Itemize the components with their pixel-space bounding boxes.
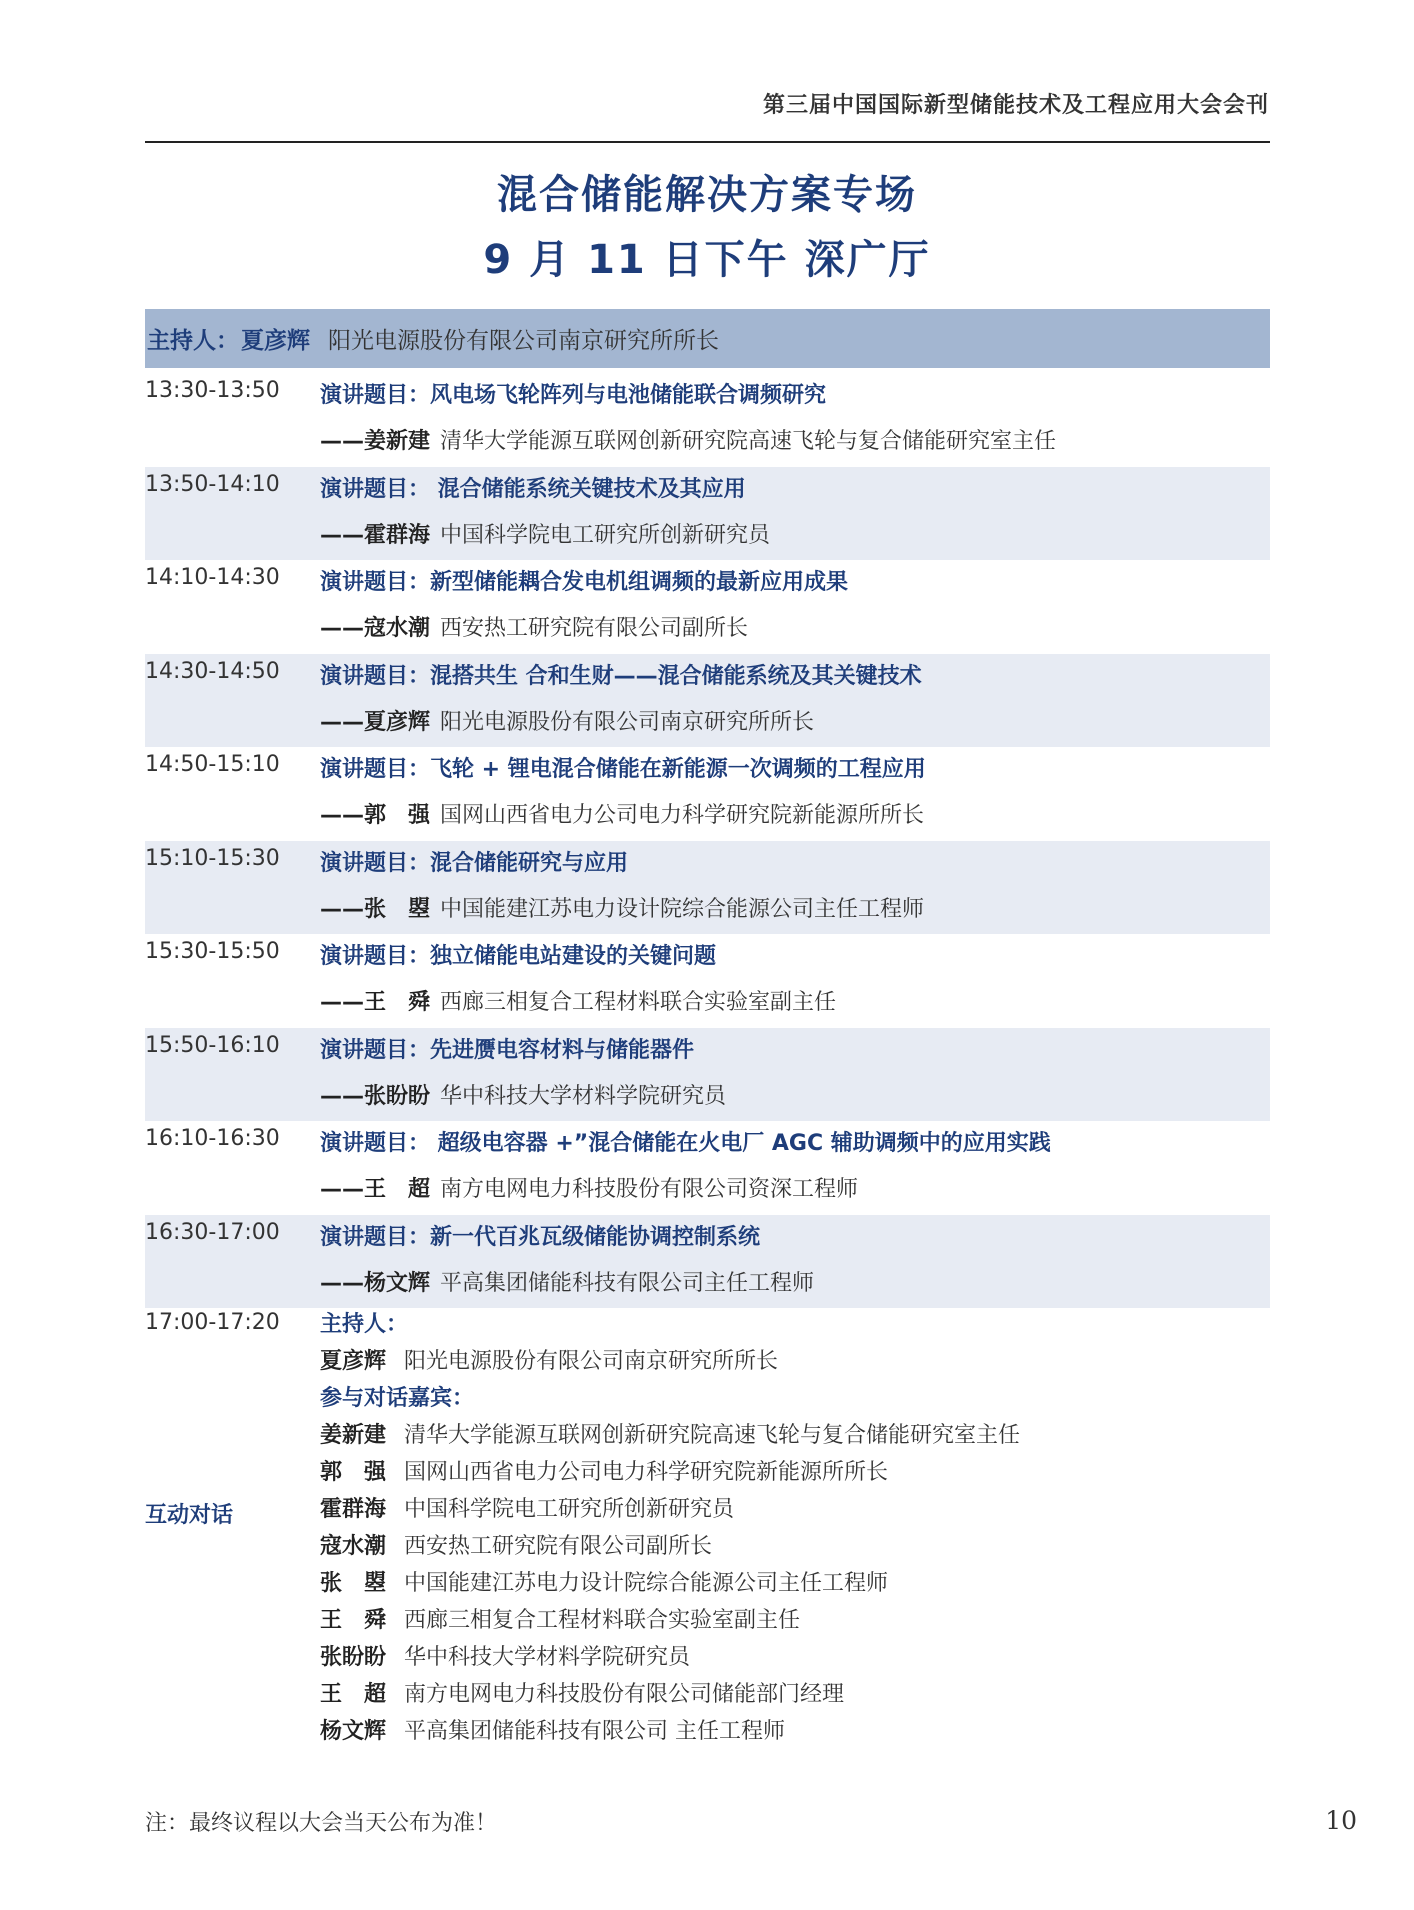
session-row xyxy=(145,560,1270,654)
panel-guest-row xyxy=(320,1680,1020,1717)
guest-affiliation: 南方电网电力科技股份有限公司储能部门经理 xyxy=(404,1682,845,1707)
speaker-line xyxy=(320,985,836,1016)
session-row xyxy=(145,1121,1270,1215)
page-number: 10 xyxy=(1325,1806,1357,1835)
session-topic: 演讲题目：混合储能研究与应用 xyxy=(320,850,629,876)
session-topic: 演讲题目：先进赝电容材料与储能器件 xyxy=(320,1037,695,1063)
session-topic: 演讲题目： 混合储能系统关键技术及其应用 xyxy=(320,476,746,502)
guest-name: 杨文辉 xyxy=(320,1719,387,1744)
session-topic: 演讲题目：飞轮 + 锂电混合储能在新能源一次调频的工程应用 xyxy=(320,757,926,782)
speaker-affiliation: 国网山西省电力公司电力科学研究院新能源所所长 xyxy=(440,803,925,828)
session-time: 16:30-17:00 xyxy=(145,1219,280,1245)
speaker-line xyxy=(320,1266,814,1297)
session-time: 13:50-14:10 xyxy=(145,471,280,497)
speaker-affiliation: 平高集团储能科技有限公司主任工程师 xyxy=(440,1270,815,1296)
speaker-affiliation: 清华大学能源互联网创新研究院高速飞轮与复合储能研究室主任 xyxy=(440,429,1057,454)
speaker-line xyxy=(320,611,748,642)
speaker-name: ——姜新建 xyxy=(320,429,431,454)
speaker-affiliation: 中国能建江苏电力设计院综合能源公司主任工程师 xyxy=(440,896,925,922)
session-time: 15:10-15:30 xyxy=(145,845,280,871)
guest-name: 张 曌 xyxy=(320,1571,387,1596)
guest-affiliation: 平高集团储能科技有限公司 主任工程师 xyxy=(404,1719,785,1744)
footer-note: 注：最终议程以大会当天公布为准！ xyxy=(145,1811,498,1836)
session-topic: 演讲题目：新一代百兆瓦级储能协调控制系统 xyxy=(320,1224,761,1250)
speaker-affiliation: 西安热工研究院有限公司副所长 xyxy=(440,616,749,641)
panel-guest-row xyxy=(320,1606,1020,1643)
panel-guest-row xyxy=(320,1495,1020,1532)
session-time: 16:10-16:30 xyxy=(145,1126,280,1151)
guest-name: 寇水潮 xyxy=(320,1534,387,1559)
panel-host-heading: 主持人： xyxy=(320,1312,409,1337)
session-time: 14:30-14:50 xyxy=(145,658,280,684)
speaker-name: ——夏彦辉 xyxy=(320,709,431,735)
session-topic: 演讲题目：新型储能耦合发电机组调频的最新应用成果 xyxy=(320,570,849,595)
guest-name: 王 舜 xyxy=(320,1608,387,1633)
guest-affiliation: 中国科学院电工研究所创新研究员 xyxy=(404,1497,735,1522)
speaker-line xyxy=(320,705,814,736)
speaker-line xyxy=(320,518,770,549)
session-row xyxy=(145,654,1270,748)
host-title: 阳光电源股份有限公司南京研究所所长 xyxy=(328,328,719,354)
session-time: 13:30-13:50 xyxy=(145,378,280,403)
speaker-affiliation: 阳光电源股份有限公司南京研究所所长 xyxy=(440,709,815,735)
panel-time: 17:00-17:20 xyxy=(145,1310,280,1335)
speaker-name: ——杨文辉 xyxy=(320,1270,431,1296)
guest-affiliation: 西廊三相复合工程材料联合实验室副主任 xyxy=(404,1608,801,1633)
guest-affiliation: 中国能建江苏电力设计院综合能源公司主任工程师 xyxy=(404,1571,889,1596)
session-list xyxy=(145,373,1270,1308)
panel-guest-row xyxy=(320,1643,1020,1680)
host-label: 主持人： xyxy=(147,328,239,354)
session-title: 混合储能解决方案专场 xyxy=(497,172,917,218)
session-row xyxy=(145,1028,1270,1122)
speaker-line xyxy=(320,424,1056,455)
panel-guest-row xyxy=(320,1569,1020,1606)
panel-host-row xyxy=(320,1347,1020,1384)
session-row xyxy=(145,841,1270,935)
speaker-line xyxy=(320,1079,726,1110)
session-row xyxy=(145,934,1270,1028)
speaker-affiliation: 华中科技大学材料学院研究员 xyxy=(440,1083,727,1109)
session-topic: 演讲题目： 超级电容器 +”混合储能在火电厂 AGC 辅助调频中的应用实践 xyxy=(320,1131,1051,1156)
session-topic: 演讲题目：风电场飞轮阵列与电池储能联合调频研究 xyxy=(320,383,827,408)
panel-host-name: 夏彦辉 xyxy=(320,1349,387,1374)
panel-discussion xyxy=(320,1310,1020,1754)
header-divider xyxy=(145,141,1270,143)
session-topic: 演讲题目：独立储能电站建设的关键问题 xyxy=(320,944,717,969)
host-name: 夏彦辉 xyxy=(241,328,310,354)
panel-guest-row xyxy=(320,1717,1020,1754)
session-time: 14:10-14:30 xyxy=(145,565,280,590)
guest-name: 王 超 xyxy=(320,1682,387,1707)
guest-name: 霍群海 xyxy=(320,1497,387,1522)
panel-label: 互动对话 xyxy=(145,1503,234,1528)
guest-name: 郭 强 xyxy=(320,1460,387,1485)
guest-affiliation: 华中科技大学材料学院研究员 xyxy=(404,1645,691,1670)
guest-affiliation: 国网山西省电力公司电力科学研究院新能源所所长 xyxy=(404,1460,889,1485)
session-row xyxy=(145,467,1270,561)
speaker-name: ——寇水潮 xyxy=(320,616,431,641)
session-row xyxy=(145,747,1270,841)
session-time: 15:50-16:10 xyxy=(145,1032,280,1058)
panel-host-affiliation: 阳光电源股份有限公司南京研究所所长 xyxy=(404,1349,779,1374)
speaker-line xyxy=(320,892,924,923)
speaker-line xyxy=(320,1172,858,1203)
speaker-name: ——郭 强 xyxy=(320,803,431,828)
guest-affiliation: 清华大学能源互联网创新研究院高速飞轮与复合储能研究室主任 xyxy=(404,1423,1021,1448)
panel-guest-row xyxy=(320,1458,1020,1495)
session-time: 14:50-15:10 xyxy=(145,752,280,777)
panel-guests-heading: 参与对话嘉宾： xyxy=(320,1386,475,1411)
guest-affiliation: 西安热工研究院有限公司副所长 xyxy=(404,1534,713,1559)
panel-guest-row xyxy=(320,1532,1020,1569)
session-topic: 演讲题目：混搭共生 合和生财——混合储能系统及其关键技术 xyxy=(320,663,922,689)
speaker-name: ——张盼盼 xyxy=(320,1083,431,1109)
speaker-name: ——霍群海 xyxy=(320,522,431,548)
session-row xyxy=(145,373,1270,467)
session-row xyxy=(145,1215,1270,1309)
speaker-affiliation: 中国科学院电工研究所创新研究员 xyxy=(440,522,771,548)
speaker-name: ——王 超 xyxy=(320,1177,431,1202)
guest-name: 张盼盼 xyxy=(320,1645,387,1670)
session-subtitle: 9 月 11 日下午 深广厅 xyxy=(483,237,931,283)
panel-guest-row xyxy=(320,1421,1020,1458)
speaker-name: ——张 曌 xyxy=(320,896,431,922)
host-bar xyxy=(145,309,1270,368)
guest-name: 姜新建 xyxy=(320,1423,387,1448)
speaker-affiliation: 西廊三相复合工程材料联合实验室副主任 xyxy=(440,990,837,1015)
speaker-name: ——王 舜 xyxy=(320,990,431,1015)
speaker-affiliation: 南方电网电力科技股份有限公司资深工程师 xyxy=(440,1177,859,1202)
publication-title: 第三届中国国际新型储能技术及工程应用大会会刊 xyxy=(762,93,1269,118)
session-time: 15:30-15:50 xyxy=(145,939,280,964)
speaker-line xyxy=(320,798,924,829)
